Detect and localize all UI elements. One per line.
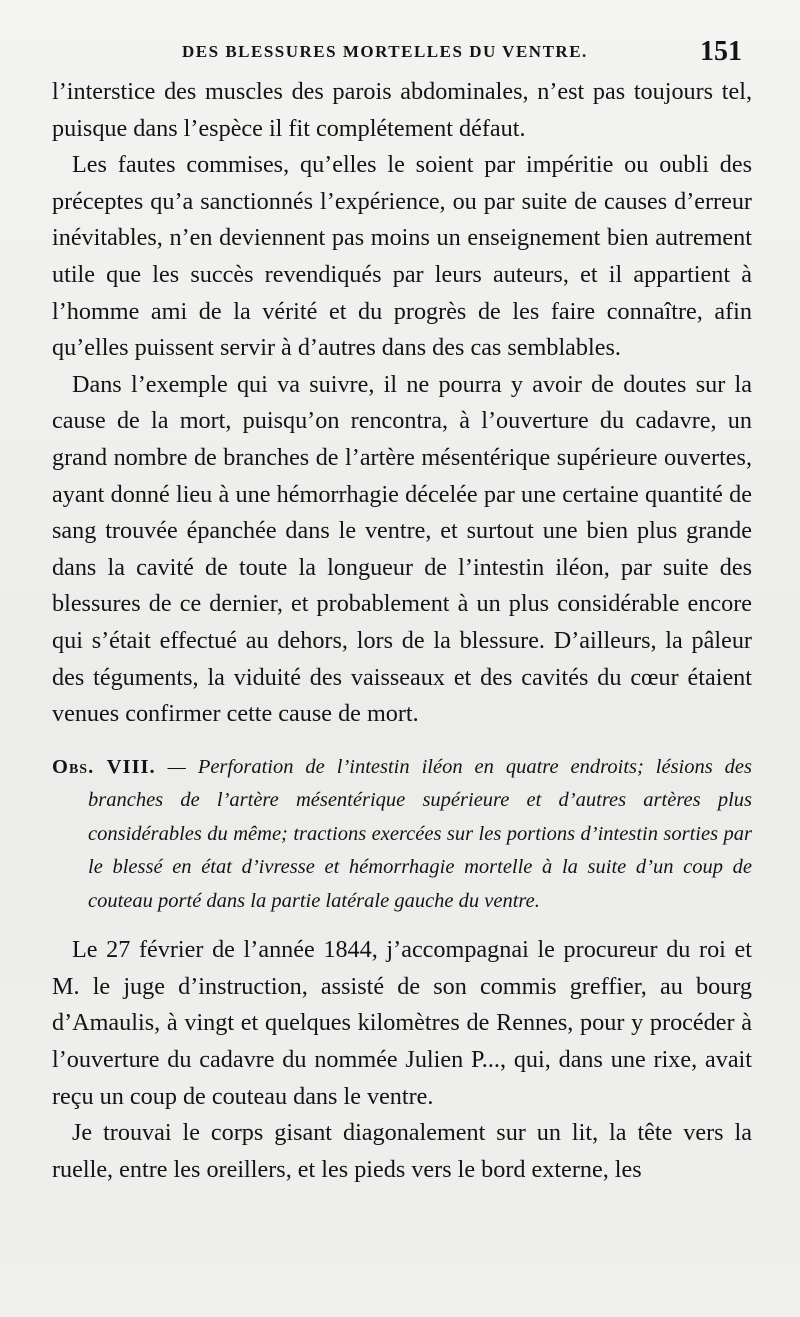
observation-label: Obs. VIII.	[52, 755, 156, 778]
paragraph-4: Le 27 février de l’année 1844, j’accompagnai le procureur du roi et M. le juge d’instruction, assisté de son commis greffier, au bourg d’Amaulis, à vingt et quelques kilomètres de Rennes, pour y procéder à l’ouverture du cadavre du nommée Julien P..., qui, dans une rixe, avait reçu un coup de couteau dans le ventre.	[52, 936, 752, 1110]
page-number: 151	[700, 36, 742, 67]
observation-heading	[52, 751, 752, 919]
paragraph-5: Je trouvai le corps gisant diagonalement sur un lit, la tête vers la ruelle, entre les oreillers, et les pieds vers le bord externe, les	[52, 1119, 752, 1183]
running-title: DES BLESSURES MORTELLES DU VENTRE.	[182, 42, 588, 61]
observation-dash: —	[155, 755, 198, 778]
body-text-continued	[52, 932, 752, 1188]
paragraph-2: Les fautes commises, qu’elles le soient par impéritie ou oubli des préceptes qu’a sanctionnés l’expérience, ou par suite de causes d’erreur inévitables, n’en deviennent pas moins un enseignement bien autrement utile que les succès revendiqués par leurs auteurs, et il appartient à l’homme ami de la vérité et du progrès de les faire connaître, afin qu’elles puissent servir à d’autres dans des cas semblables.	[52, 151, 752, 362]
paragraph-1: l’interstice des muscles des parois abdominales, n’est pas toujours tel, puisque dans l’espèce il fit complétement défaut.	[52, 78, 752, 142]
observation-title: Perforation de l’intestin iléon en quatre endroits; lésions des branches de l’artère mésentérique supérieure et d’autres artères plus considérables du même; tractions exercées sur les portions d’intestin sorties par le blessé en état d’ivresse et hémorrhagie mortelle à la suite d’un coup de couteau porté dans la partie latérale gauche du ventre.	[88, 755, 753, 912]
body-text	[52, 74, 752, 733]
paragraph-3: Dans l’exemple qui va suivre, il ne pourra y avoir de doutes sur la cause de la mort, puisqu’on rencontra, à l’ouverture du cadavre, un grand nombre de branches de l’artère mésentérique supérieure ouvertes, ayant donné lieu à une hémorrhagie décelée par une certaine quantité de sang trouvée épanchée dans le ventre, et surtout une bien plus grande dans la cavité de toute la longueur de l’intestin iléon, par suite des blessures de ce dernier, et probablement à un plus considérable encore qui s’était effectué au dehors, lors de la blessure. D’ailleurs, la pâleur des téguments, la viduité des vaisseaux et des cavités du cœur étaient venues confirmer cette cause de mort.	[52, 370, 752, 728]
running-header	[52, 30, 752, 74]
